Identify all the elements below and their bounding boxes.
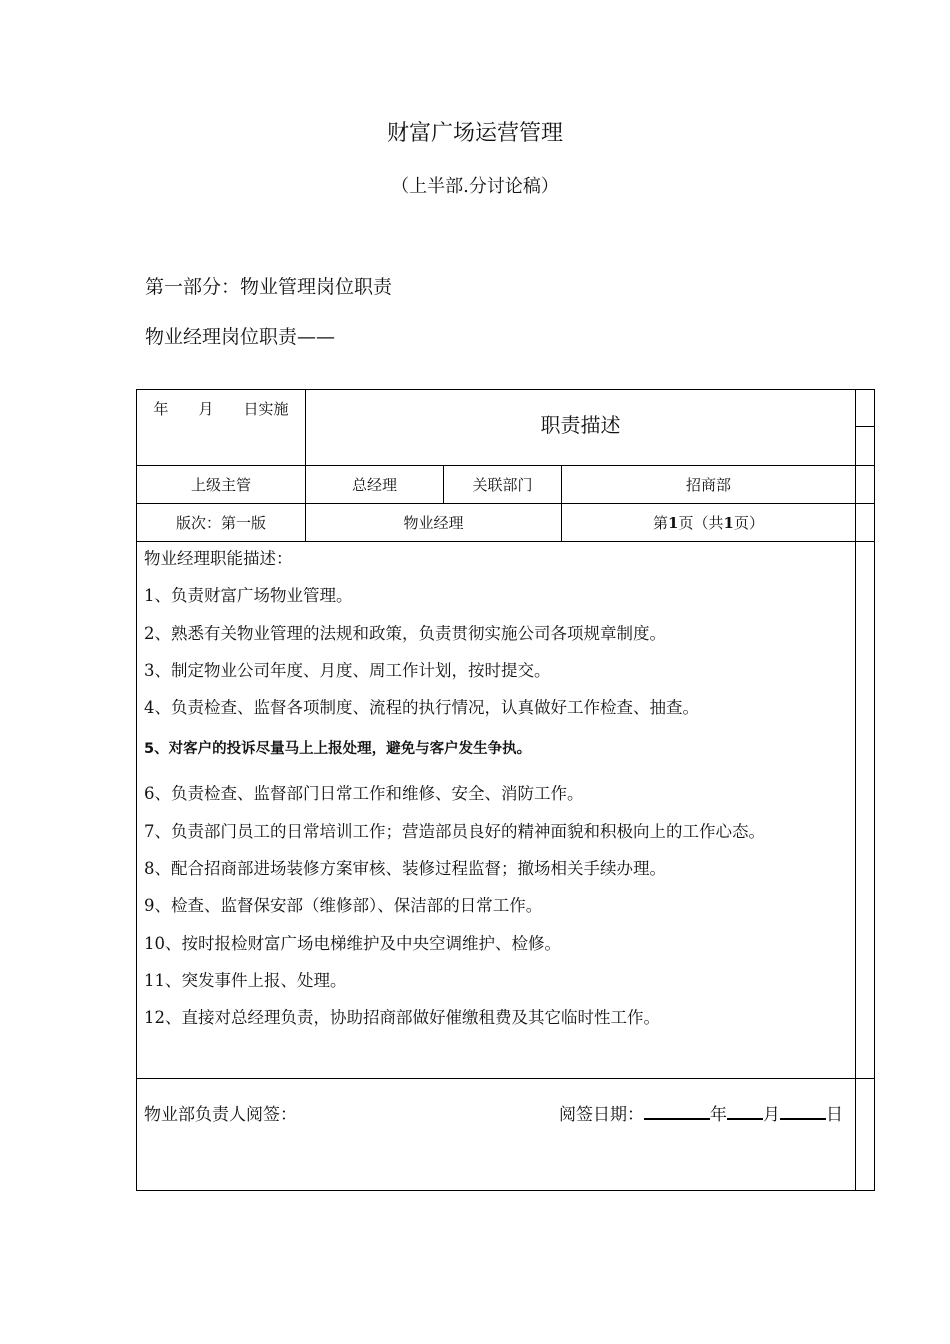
duty-item: 11、突发事件上报、处理。 (144, 970, 347, 990)
month-blank[interactable] (727, 1102, 763, 1120)
page-indicator (562, 504, 855, 541)
superior-label: 上级主管 (190, 476, 251, 494)
page-prefix: 第 (653, 514, 669, 532)
document-title: 财富广场运营管理 (386, 121, 563, 146)
year-label: 年 (710, 1105, 727, 1125)
duty-item: 12、直接对总经理负责，协助招商部做好催缴租费及其它临时性工作。 (144, 1008, 660, 1028)
duty-item: 6、负责检查、监督部门日常工作和维修、安全、消防工作。 (144, 784, 584, 804)
sign-date (559, 1100, 843, 1125)
table-border-top (136, 389, 875, 390)
duty-item: 7、负责部门员工的日常培训工作；营造部员良好的精神面貌和积极向上的工作心态。 (144, 821, 765, 841)
duty-item: 8、配合招商部进场装修方案审核、装修过程监督；撤场相关手续办理。 (144, 859, 666, 879)
page-suffix: 页） (733, 514, 764, 532)
duties-list (144, 549, 862, 1046)
duty-item: 10、按时报检财富广场电梯维护及中央空调维护、检修。 (144, 933, 561, 953)
day-blank[interactable] (780, 1102, 826, 1120)
day-label: 日 (826, 1105, 843, 1125)
version: 版次：第一版 (175, 514, 266, 532)
sign-date-label: 阅签日期： (559, 1105, 644, 1125)
table-rule (136, 541, 875, 542)
position-name: 物业经理 (403, 514, 464, 532)
duty-description-header: 职责描述 (540, 412, 621, 437)
duty-item: 2、熟悉有关物业管理的法规和政策，负责贯彻实施公司各项规章制度。 (144, 623, 666, 643)
table-border-bottom (136, 1190, 875, 1191)
duty-item: 3、制定物业公司年度、月度、周工作计划，按时提交。 (144, 660, 551, 680)
table-rule (855, 426, 875, 427)
table-border-right (874, 389, 875, 1191)
implementation-date: 年 月 日实施 (153, 399, 289, 418)
position-heading: 物业经理岗位职责—— (145, 326, 336, 348)
page-total: 1 (723, 513, 734, 532)
duty-item: 1、负责财富广场物业管理。 (144, 586, 353, 606)
superior-value: 总经理 (351, 476, 397, 494)
job-duty-table (136, 389, 875, 1191)
document-subtitle: （上半部.分讨论稿） (391, 176, 559, 197)
month-label: 月 (763, 1105, 780, 1125)
year-blank[interactable] (644, 1102, 710, 1120)
duties-intro: 物业经理职能描述： (144, 549, 293, 568)
page-number: 1 (668, 513, 679, 532)
related-dept-value: 招商部 (685, 476, 731, 494)
related-dept-label: 关联部门 (472, 476, 533, 494)
duty-item: 9、检查、监督保安部（维修部）、保洁部的日常工作。 (144, 896, 543, 916)
table-rule (136, 1078, 875, 1079)
section-heading: 第一部分：物业管理岗位职责 (145, 276, 393, 298)
duty-item: 4、负责检查、监督各项制度、流程的执行情况，认真做好工作检查、抽查。 (144, 698, 699, 718)
duty-item: 5、对客户的投诉尽量马上上报处理，避免与客户发生争执。 (144, 741, 532, 758)
sign-label: 物业部负责人阅签： (144, 1105, 297, 1125)
page-mid: 页（共 (678, 514, 724, 532)
